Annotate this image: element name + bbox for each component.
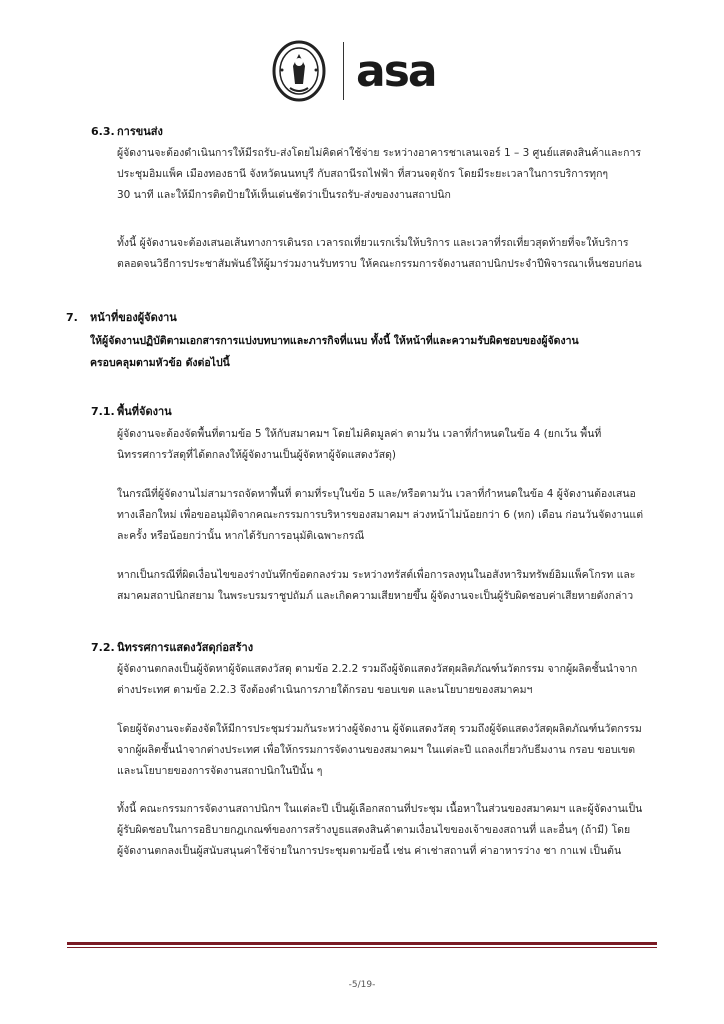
footer-rule <box>67 942 657 945</box>
section-6-3-paragraph-2 <box>117 233 677 275</box>
section-7-2-title: นิทรรศการแสดงวัสดุก่อสร้าง <box>117 641 254 654</box>
text-line: ครอบคลุมตามหัวข้อ ดังต่อไปนี้ <box>90 357 230 369</box>
page-header <box>0 36 724 106</box>
footer-rule-thin <box>67 947 657 948</box>
text-line: สมาคมสถาปนิกสยาม ในพระบรมราชูปถัมภ์ และเกิดความเสียหายขึ้น ผู้จัดงานจะเป็นผู้รับผิดชอบค่าเสียหายดังกล่าว <box>117 590 634 602</box>
text-line: ในกรณีที่ผู้จัดงานไม่สามารถจัดหาพื้นที่ ตามที่ระบุในข้อ 5 และ/หรือตามวัน เวลาที่กำหนดในข้อ 4 ผู้จัดงานต้องเสนอ <box>117 488 636 500</box>
text-line: นิทรรศการวัสดุที่ได้ตกลงให้ผู้จัดงานเป็นผู้จัดหาผู้จัดแสดงวัสดุ) <box>117 449 397 461</box>
section-7-1-title: พื้นที่จัดงาน <box>117 405 172 418</box>
section-7-number: 7. <box>66 311 78 324</box>
section-7-title: หน้าที่ของผู้จัดงาน <box>90 311 177 324</box>
text-line: ทั้งนี้ คณะกรรมการจัดงานสถาปนิกฯ ในแต่ละปี เป็นผู้เลือกสถานที่ประชุม เนื้อหาในส่วนของสมาคมฯ และผู้จัดงานเป็น <box>117 803 643 815</box>
section-7-2-paragraph-2 <box>117 719 677 782</box>
text-line: ต่างประเทศ ตามข้อ 2.2.3 จึงต้องดำเนินการภายใต้กรอบ ขอบเขต และนโยบายของสมาคมฯ <box>117 684 533 696</box>
section-7-1-paragraph-3 <box>117 565 677 607</box>
text-line: 30 นาที และให้มีการติดป้ายให้เห็นเด่นชัดว่าเป็นรถรับ-ส่งของงานสถาปนิก <box>117 189 451 201</box>
text-line: ตลอดจนวิธีการประชาสัมพันธ์ให้ผู้มาร่วมงานรับทราบ ให้คณะกรรมการจัดงานสถาปนิกประจำปีพิจารณาเห็นชอบก่อน <box>117 258 642 270</box>
section-7-1-paragraph-1 <box>117 424 677 466</box>
association-seal-icon <box>272 40 326 102</box>
section-7-2-number: 7.2. <box>91 641 115 654</box>
section-7-intro <box>90 330 680 374</box>
text-line: ผู้จัดงานตกลงเป็นผู้จัดหาผู้จัดแสดงวัสดุ ตามข้อ 2.2.2 รวมถึงผู้จัดแสดงวัสดุผลิตภัณฑ์นวัตกรรม จากผู้ผลิตชั้นนำจาก <box>117 663 638 675</box>
text-line: ผู้รับผิดชอบในการอธิบายกฎเกณฑ์ของการสร้างบูธแสดงสินค้าตามเงื่อนไขของเจ้าของสถานที่ และอื่นๆ (ถ้ามี) โดย <box>117 824 631 836</box>
text-line: ผู้จัดงานตกลงเป็นผู้สนับสนุนค่าใช้จ่ายในการประชุมตามข้อนี้ เช่น ค่าเช่าสถานที่ ค่าอาหารว่าง ชา กาแฟ เป็นต้น <box>117 845 622 857</box>
text-line: ละครั้ง หรือน้อยกว่านั้น หากได้รับการอนุมัติเฉพาะกรณี <box>117 530 365 542</box>
section-6-3-paragraph-1 <box>117 143 677 206</box>
section-6-3-number: 6.3. <box>91 125 115 138</box>
asa-logo: asa <box>356 46 436 97</box>
text-line: ประชุมอิมแพ็ค เมืองทองธานี จังหวัดนนทบุรี กับสถานีรถไฟฟ้า ที่สวนจตุจักร โดยมีระยะเวลาในการบริการทุกๆ <box>117 168 609 180</box>
section-7-1-paragraph-2 <box>117 484 677 547</box>
section-7-2-paragraph-3 <box>117 799 677 862</box>
page-number: -5/19- <box>348 980 376 990</box>
section-6-3-title: การขนส่ง <box>117 125 163 138</box>
section-7-1-number: 7.1. <box>91 405 115 418</box>
text-line: ผู้จัดงานจะต้องดำเนินการให้มีรถรับ-ส่งโดยไม่คิดค่าใช้จ่าย ระหว่างอาคารชาเลนเจอร์ 1 – 3 ศูนย์แสดงสินค้าและการ <box>117 147 641 159</box>
text-line: จากผู้ผลิตชั้นนำจากต่างประเทศ เพื่อให้กรรมการจัดงานของสมาคมฯ ในแต่ละปี แถลงเกี่ยวกับธีมงาน กรอบ ขอบเขต <box>117 744 636 756</box>
text-line: ผู้จัดงานจะต้องจัดพื้นที่ตามข้อ 5 ให้กับสมาคมฯ โดยไม่คิดมูลค่า ตามวัน เวลาที่กำหนดในข้อ 4 (ยกเว้น พื้นที่ <box>117 428 602 440</box>
text-line: โดยผู้จัดงานจะต้องจัดให้มีการประชุมร่วมกันระหว่างผู้จัดงาน ผู้จัดแสดงวัสดุ รวมถึงผู้จัดแสดงวัสดุผลิตภัณฑ์นวัตกรรม <box>117 723 642 735</box>
section-7-2-paragraph-1 <box>117 659 677 701</box>
header-divider <box>343 42 344 100</box>
text-line: และนโยบายของการจัดงานสถาปนิกในปีนั้น ๆ <box>117 765 323 777</box>
text-line: ให้ผู้จัดงานปฏิบัติตามเอกสารการแบ่งบทบาทและภารกิจที่แนบ ทั้งนี้ ให้หน้าที่และความรับผิดชอบของผู้จัดงาน <box>90 335 579 347</box>
text-line: หากเป็นกรณีที่ผิดเงื่อนไขของร่างบันทึกข้อตกลงร่วม ระหว่างทรัสต์เพื่อการลงทุนในอสังหาริมทรัพย์อิมแพ็คโกรท และ <box>117 569 636 581</box>
text-line: ทั้งนี้ ผู้จัดงานจะต้องเสนอเส้นทางการเดินรถ เวลารถเที่ยวแรกเริ่มให้บริการ และเวลาที่รถเที่ยวสุดท้ายที่จะให้บริการ <box>117 237 629 249</box>
text-line: ทางเลือกใหม่ เพื่อขออนุมัติจากคณะกรรมการบริหารของสมาคมฯ ล่วงหน้าไม่น้อยกว่า 6 (หก) เดือน ก่อนวันจัดงานแต่ <box>117 509 644 521</box>
